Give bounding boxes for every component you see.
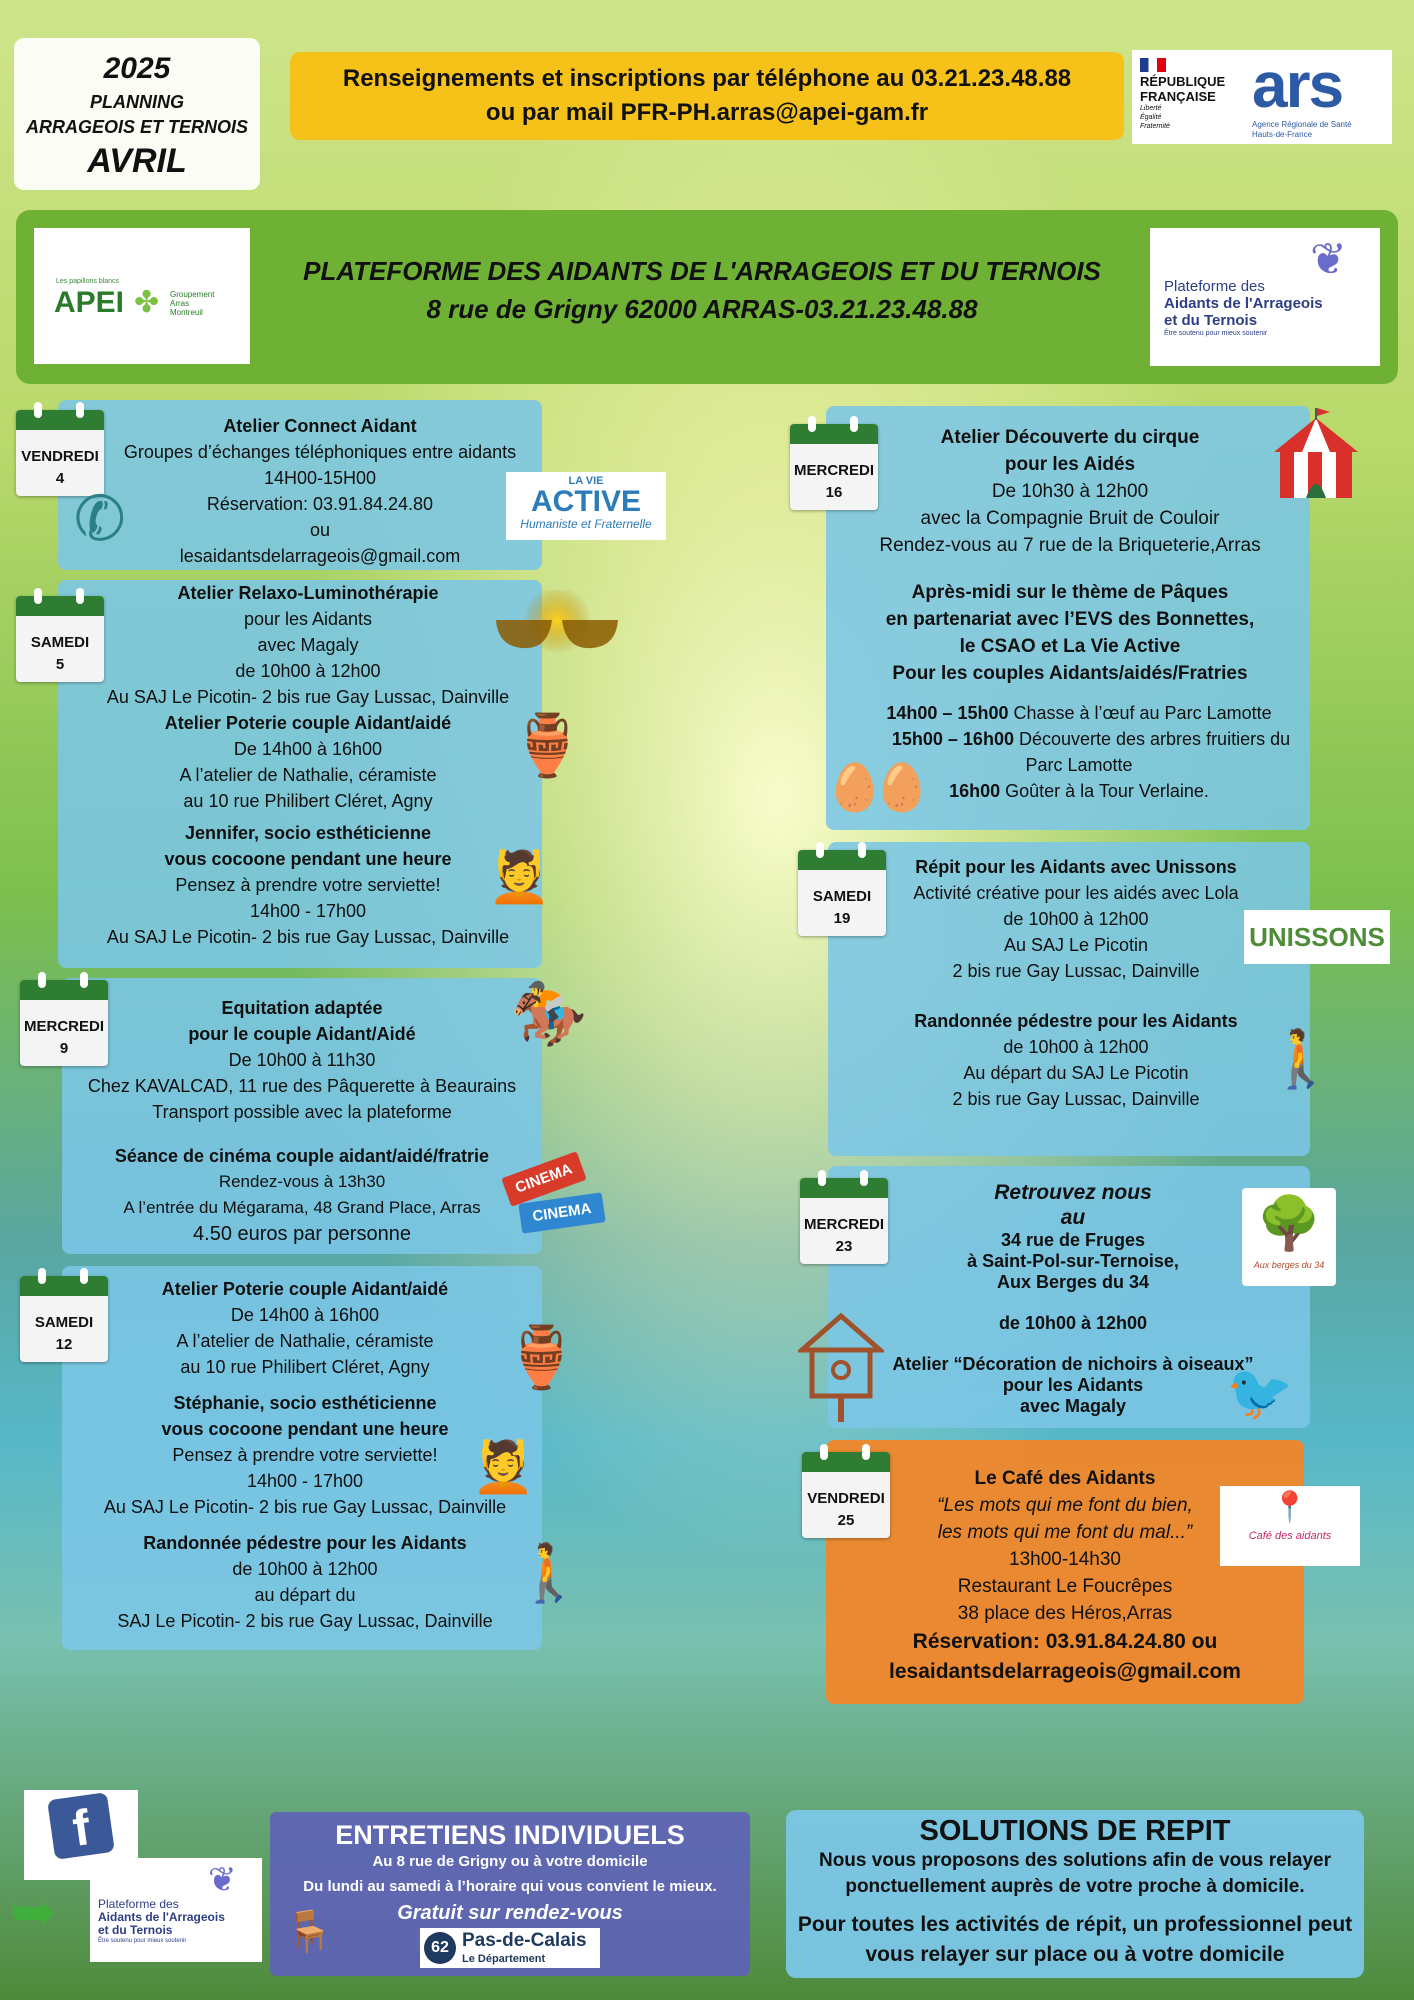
event-title: Après-midi sur le thème de Pâques bbox=[911, 582, 1229, 603]
pf-line2: Aidants de l'Arrageois bbox=[1164, 295, 1323, 312]
event-line: Au SAJ Le Picotin- 2 bis rue Gay Lussac, Dainville bbox=[106, 927, 510, 947]
heart-butterfly-icon: ❦ bbox=[1310, 235, 1347, 284]
event-line: SAJ Le Picotin- 2 bis rue Gay Lussac, Dainville bbox=[117, 1611, 493, 1631]
event-line: 13h00-14h30 bbox=[1009, 1549, 1121, 1570]
event-4 bbox=[100, 413, 540, 569]
event-title: Atelier Découverte du cirque bbox=[940, 427, 1200, 448]
event-line: de 10h00 à 12h00 bbox=[1003, 909, 1149, 929]
ars-sub2: Hauts-de-France bbox=[1252, 130, 1313, 139]
event-line: Réservation: 03.91.84.24.80 bbox=[206, 494, 434, 514]
schedule-time: 15h00 – 16h00 bbox=[891, 729, 1014, 749]
event-title: Séance de cinéma couple aidant/aidé/fratrie bbox=[114, 1146, 490, 1166]
pdc-number: 62 bbox=[424, 1932, 456, 1964]
event-line: Activité créative pour les aidés avec Lola bbox=[913, 883, 1239, 903]
event-line: Atelier “Décoration de nichoirs à oiseaux” bbox=[892, 1354, 1254, 1374]
event-line: Au SAJ Le Picotin- 2 bis rue Gay Lussac, Dainville bbox=[103, 1497, 507, 1517]
event-line: avec Magaly bbox=[257, 635, 359, 655]
event-5 bbox=[74, 580, 542, 950]
pas-de-calais-logo bbox=[420, 1928, 600, 1968]
event-line: Rendez-vous à 13h30 bbox=[218, 1172, 386, 1191]
tree-house-icon: 🌳 bbox=[1256, 1195, 1322, 1253]
berges-text: Aux berges du 34 bbox=[1253, 1260, 1325, 1270]
event-line: au départ du bbox=[254, 1585, 356, 1605]
rf-motto2: Égalité bbox=[1140, 114, 1162, 121]
event-line: A l’atelier de Nathalie, céramiste bbox=[176, 1331, 434, 1351]
entretiens-title: ENTRETIENS INDIVIDUELS bbox=[335, 1820, 685, 1850]
day-num: 12 bbox=[55, 1336, 73, 1353]
heart-butterfly-icon: ❦ bbox=[208, 1861, 237, 1899]
hikers-icon: 🚶 bbox=[514, 1541, 584, 1604]
event-title: Retrouvez nous bbox=[994, 1181, 1152, 1204]
marianne-icon bbox=[1140, 58, 1166, 72]
event-line: au 10 rue Philibert Cléret, Agny bbox=[183, 791, 433, 811]
pf-line2: Aidants de l'Arrageois bbox=[98, 1910, 225, 1924]
event-19 bbox=[856, 854, 1296, 1112]
event-line: Au SAJ Le Picotin- 2 bis rue Gay Lussac, Dainville bbox=[106, 687, 510, 707]
day-name: SAMEDI bbox=[812, 888, 872, 905]
month-card bbox=[14, 38, 260, 190]
event-line: De 10h30 à 12h00 bbox=[991, 481, 1149, 502]
day-num: 4 bbox=[55, 470, 65, 487]
event-line: 14H00-15H00 bbox=[263, 468, 377, 488]
day-name: MERCREDI bbox=[793, 462, 874, 479]
event-line: pour les Aidants bbox=[1002, 1375, 1144, 1395]
easter-eggs-icon: 🥚🥚 bbox=[826, 761, 921, 813]
cinema-ticket-2: CINEMA bbox=[518, 1192, 605, 1233]
facebook-f: f bbox=[47, 1792, 115, 1860]
event-line: Chez KAVALCAD, 11 rue des Pâquerette à Beaurains bbox=[87, 1076, 517, 1096]
event-9 bbox=[62, 995, 542, 1247]
rf-motto3: Fraternité bbox=[1140, 123, 1170, 130]
location-pin-icon: 📍 bbox=[1271, 1491, 1309, 1524]
day-name: SAMEDI bbox=[34, 1314, 94, 1331]
reservation-mail: lesaidantsdelarrageois@gmail.com bbox=[889, 1660, 1241, 1683]
month: AVRIL bbox=[87, 142, 187, 180]
event-line: 38 place des Héros,Arras bbox=[957, 1603, 1173, 1624]
cafe-aidants-logo bbox=[1220, 1486, 1360, 1566]
event-23 bbox=[868, 1180, 1278, 1417]
potter-icon: 🏺 bbox=[510, 712, 585, 779]
contact-banner bbox=[290, 52, 1124, 140]
entretiens-line1: Au 8 rue de Grigny ou à votre domicile bbox=[372, 1853, 648, 1870]
reservation-line: Réservation: 03.91.84.24.80 ou bbox=[912, 1630, 1218, 1653]
day-num: 16 bbox=[825, 484, 843, 501]
event-title: Pour les couples Aidants/aidés/Fratries bbox=[892, 663, 1248, 684]
day-name: VENDREDI bbox=[21, 448, 99, 465]
tent-shape bbox=[1266, 408, 1366, 504]
event-line: Au départ du SAJ Le Picotin bbox=[963, 1063, 1189, 1083]
apei-logo bbox=[34, 228, 250, 364]
rf-line1: RÉPUBLIQUE bbox=[1140, 74, 1226, 89]
pdc-sub: Le Département bbox=[462, 1953, 546, 1965]
pf-text bbox=[98, 1898, 225, 1946]
day-num: 19 bbox=[833, 910, 851, 927]
cafe-text: Café des aidants bbox=[1248, 1530, 1332, 1542]
entretiens-line3: Gratuit sur rendez-vous bbox=[397, 1902, 623, 1924]
event-title: Atelier Poterie couple Aidant/aidé bbox=[164, 713, 452, 733]
event-line: De 14h00 à 16h00 bbox=[230, 1305, 380, 1325]
event-line: Aux Berges du 34 bbox=[996, 1272, 1150, 1292]
event-line: 2 bis rue Gay Lussac, Dainville bbox=[952, 961, 1200, 981]
event-line: pour les Aidants bbox=[243, 609, 373, 629]
unissons-logo: UNISSONS bbox=[1244, 910, 1390, 964]
pf-line1: Plateforme des bbox=[98, 1897, 179, 1911]
apei-small: Les papillons blancs bbox=[56, 278, 120, 285]
entretiens-line2: Du lundi au samedi à l’horaire qui vous convient le mieux. bbox=[303, 1878, 717, 1895]
day-name: MERCREDI bbox=[803, 1216, 884, 1233]
solutions-line3: Pour toutes les activités de répit, un professionnel peut bbox=[797, 1913, 1353, 1936]
apei-sub3: Montreuil bbox=[170, 308, 203, 317]
event-title: vous cocoone pendant une heure bbox=[164, 849, 452, 869]
rf-logo bbox=[1140, 58, 1230, 131]
contact-phone: Renseignements et inscriptions par téléphone au 03.21.23.48.88 bbox=[342, 65, 1072, 92]
schedule-row-cont: Parc Lamotte bbox=[1025, 755, 1133, 775]
cinema-ticket-1: CINEMA bbox=[501, 1151, 586, 1207]
event-line: de 10h00 à 12h00 bbox=[998, 1313, 1148, 1333]
event-title: Répit pour les Aidants avec Unissons bbox=[915, 857, 1237, 877]
event-title: Atelier Poterie couple Aidant/aidé bbox=[161, 1279, 449, 1299]
pf-line4: Être soutenu pour mieux soutenir bbox=[98, 1938, 187, 1944]
event-title: Atelier Relaxo-Luminothérapie bbox=[177, 583, 439, 603]
event-title: Equitation adaptée bbox=[221, 998, 383, 1018]
apei-sub bbox=[170, 290, 214, 317]
pf-line4: Être soutenu pour mieux soutenir bbox=[1164, 330, 1268, 337]
event-line: 14h00 - 17h00 bbox=[246, 1471, 364, 1491]
event-line: 2 bis rue Gay Lussac, Dainville bbox=[952, 1089, 1200, 1109]
platform-name: PLATEFORME DES AIDANTS DE L'ARRAGEOIS ET DU TERNOIS bbox=[303, 256, 1101, 286]
event-title: au bbox=[1060, 1206, 1086, 1229]
event-line: de 10h00 à 12h00 bbox=[235, 661, 381, 681]
event-line: Pensez à prendre votre serviette! bbox=[175, 875, 441, 895]
event-line: Transport possible avec la plateforme bbox=[152, 1102, 452, 1122]
solutions-box bbox=[786, 1810, 1364, 1978]
la-vie-active-logo bbox=[506, 472, 666, 540]
hikers-icon: 🚶 bbox=[1266, 1027, 1336, 1090]
solutions-line1: Nous vous proposons des solutions afin de vous relayer bbox=[818, 1850, 1332, 1871]
horse-rider-icon: 🏇 bbox=[510, 980, 588, 1049]
event-line: A l’atelier de Nathalie, céramiste bbox=[179, 765, 437, 785]
birdhouse-shape bbox=[798, 1310, 884, 1426]
interview-people-icon: 🪑 bbox=[284, 1910, 334, 1954]
event-title: vous cocoone pendant une heure bbox=[161, 1419, 449, 1439]
event-line: Rendez-vous au 7 rue de la Briqueterie,Arras bbox=[879, 535, 1261, 556]
ars-logo bbox=[1252, 50, 1392, 140]
day-name: MERCREDI bbox=[23, 1018, 104, 1035]
massage-icon: 💆 bbox=[488, 849, 551, 905]
day-name: SAMEDI bbox=[30, 634, 90, 651]
apei-sub1: Groupement bbox=[170, 290, 215, 299]
event-line: à Saint-Pol-sur-Ternoise, bbox=[967, 1251, 1179, 1271]
event-line: Pensez à prendre votre serviette! bbox=[172, 1445, 438, 1465]
berges-logo bbox=[1242, 1188, 1336, 1286]
event-title: en partenariat avec l’EVS des Bonnettes, bbox=[885, 609, 1255, 630]
butterfly-icon: ✤ bbox=[134, 286, 160, 319]
event-line: 4.50 euros par personne bbox=[193, 1223, 411, 1245]
event-line: ou bbox=[309, 520, 331, 540]
event-16 bbox=[850, 424, 1290, 687]
event-line: de 10h00 à 12h00 bbox=[1003, 1037, 1149, 1057]
pf-text bbox=[1164, 278, 1323, 339]
event-line: A l’entrée du Mégarama, 48 Grand Place, Arras bbox=[123, 1198, 481, 1217]
phone-icon: ✆ bbox=[68, 480, 132, 558]
bird-icon: 🐦 bbox=[1226, 1363, 1294, 1423]
schedule-time: 16h00 bbox=[949, 781, 1001, 801]
event-title: le CSAO et La Vie Active bbox=[959, 636, 1181, 657]
event-title: Randonnée pédestre pour les Aidants bbox=[143, 1533, 467, 1553]
glasses-shape bbox=[492, 590, 622, 660]
ars-text: ars bbox=[1252, 49, 1343, 121]
event-line: avec la Compagnie Bruit de Couloir bbox=[920, 508, 1220, 529]
lva-line2: ACTIVE bbox=[530, 485, 641, 518]
event-line: Groupes d’échanges téléphoniques entre aidants bbox=[123, 442, 517, 462]
plateforme-logo-bottom bbox=[90, 1858, 262, 1962]
event-line: De 10h00 à 11h30 bbox=[228, 1050, 376, 1070]
potter-icon: 🏺 bbox=[504, 1324, 579, 1391]
event-line: 34 rue de Fruges bbox=[1000, 1230, 1146, 1250]
planning-label: PLANNING bbox=[90, 92, 184, 112]
birdhouse-icon bbox=[798, 1310, 884, 1426]
event-line: Au SAJ Le Picotin bbox=[1003, 935, 1149, 955]
event-line: avec Magaly bbox=[1019, 1396, 1127, 1416]
solutions-title: SOLUTIONS DE REPIT bbox=[919, 1815, 1231, 1847]
schedule-time: 14h00 – 15h00 bbox=[886, 703, 1009, 723]
contact-mail: ou par mail PFR-PH.arras@apei-gam.fr bbox=[485, 99, 929, 126]
event-line: de 10h00 à 12h00 bbox=[232, 1559, 378, 1579]
day-num: 9 bbox=[59, 1040, 69, 1057]
event-line: au 10 rue Philibert Cléret, Agny bbox=[180, 1357, 430, 1377]
sun-glasses-icon bbox=[492, 590, 622, 660]
pf-line3: et du Ternois bbox=[98, 1923, 173, 1937]
rf-motto1: Liberté bbox=[1140, 105, 1162, 112]
event-title: Atelier Connect Aidant bbox=[223, 416, 417, 436]
event-quote: “Les mots qui me font du bien, bbox=[937, 1495, 1193, 1516]
event-quote: les mots qui me font du mal...” bbox=[937, 1522, 1193, 1543]
platform-address: 8 rue de Grigny 62000 ARRAS-03.21.23.48.88 bbox=[426, 294, 978, 324]
schedule-row bbox=[846, 726, 1312, 752]
event-title: Stéphanie, socio esthéticienne bbox=[173, 1393, 437, 1413]
event-title: Jennifer, socio esthéticienne bbox=[184, 823, 432, 843]
massage-icon: 💆 bbox=[472, 1439, 535, 1495]
schedule-row bbox=[846, 700, 1312, 726]
day-num: 25 bbox=[837, 1512, 855, 1529]
schedule-text: Chasse à l’œuf au Parc Lamotte bbox=[1008, 703, 1272, 723]
rf-line2: FRANÇAISE bbox=[1140, 89, 1216, 104]
apei-sub2: Arras bbox=[170, 299, 190, 308]
day-num: 23 bbox=[835, 1238, 853, 1255]
pdc-name: Pas-de-Calais bbox=[462, 1930, 587, 1951]
event-title: Le Café des Aidants bbox=[974, 1468, 1156, 1489]
event-line: 14h00 - 17h00 bbox=[249, 901, 367, 921]
apei-text: APEI bbox=[54, 286, 125, 319]
logos-rf-ars bbox=[1132, 50, 1392, 144]
schedule-text: Goûter à la Tour Verlaine. bbox=[1000, 781, 1209, 801]
event-line: De 14h00 à 16h00 bbox=[233, 739, 383, 759]
lva-line1: LA VIE bbox=[568, 475, 604, 487]
solutions-line2: ponctuellement auprès de votre proche à domicile. bbox=[845, 1876, 1305, 1897]
event-12 bbox=[72, 1276, 538, 1634]
pf-line3: et du Ternois bbox=[1164, 312, 1258, 329]
event-title: Randonnée pédestre pour les Aidants bbox=[914, 1011, 1238, 1031]
day-name: VENDREDI bbox=[807, 1490, 885, 1507]
region-label: ARRAGEOIS ET TERNOIS bbox=[25, 117, 249, 137]
event-line: lesaidantsdelarrageois@gmail.com bbox=[179, 546, 461, 566]
pf-line1: Plateforme des bbox=[1164, 278, 1265, 295]
arrow-icon: ➥ bbox=[10, 1880, 57, 1943]
schedule-text: Découverte des arbres fruitiers du bbox=[1013, 729, 1291, 749]
event-title: pour le couple Aidant/Aidé bbox=[188, 1024, 416, 1044]
solutions-line4: vous relayer sur place ou à votre domicile bbox=[865, 1943, 1285, 1966]
year: 2025 bbox=[103, 52, 171, 85]
cinema-tickets-icon bbox=[500, 1158, 610, 1238]
event-title: pour les Aidés bbox=[1004, 454, 1136, 475]
lva-line3: Humaniste et Fraternelle bbox=[520, 517, 652, 531]
circus-tent-icon bbox=[1266, 408, 1366, 504]
plateforme-logo-top bbox=[1150, 228, 1380, 366]
event-line: Restaurant Le Foucrêpes bbox=[957, 1576, 1173, 1597]
platform-title bbox=[252, 252, 1152, 328]
day-num: 5 bbox=[55, 656, 65, 673]
ars-sub1: Agence Régionale de Santé bbox=[1252, 120, 1352, 129]
